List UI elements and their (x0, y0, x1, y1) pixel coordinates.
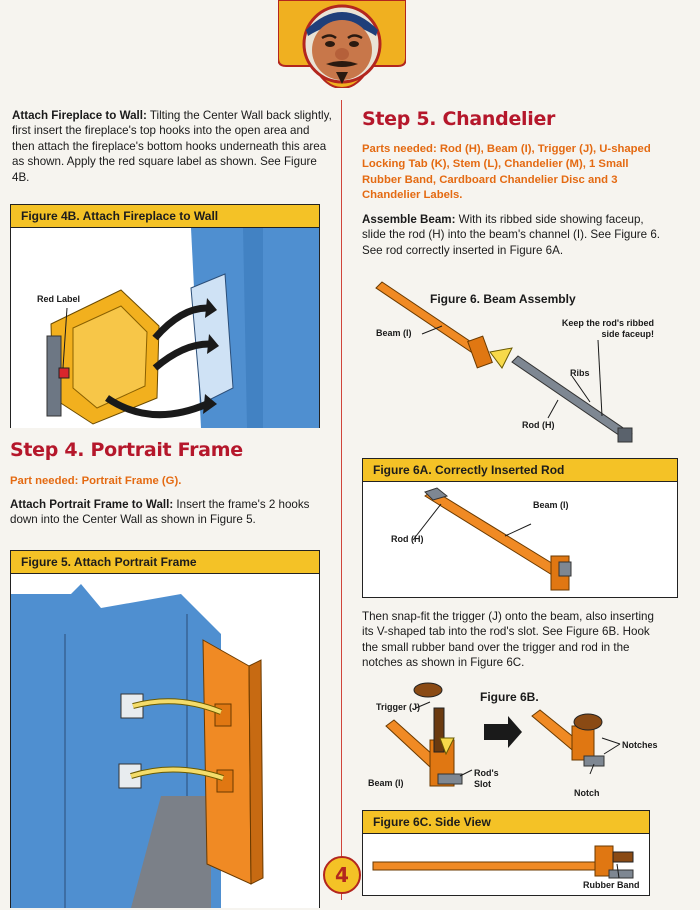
figure-6-title: Figure 6. Beam Assembly (430, 292, 576, 306)
fireplace-lead: Attach Fireplace to Wall: (12, 109, 147, 122)
figure-4b-title: Figure 4B. Attach Fireplace to Wall (11, 205, 319, 228)
figure-6-note: Keep the rod's ribbed side faceup! (561, 318, 654, 339)
figure-6a-rod-label: Rod (H) (391, 534, 424, 544)
figure-5-title: Figure 5. Attach Portrait Frame (11, 551, 319, 574)
figure-6 (362, 278, 672, 450)
column-divider (341, 100, 342, 900)
figure-4b-red-label-caption: Red Label (37, 294, 81, 304)
figure-6b-trigger-label: Trigger (J) (376, 702, 421, 712)
portrait-lead: Attach Portrait Frame to Wall: (10, 498, 174, 511)
page-number: 4 (335, 863, 349, 887)
portrait-body: Insert the frame's 2 hooks down into the Center Wall as shown in Figure 5. (10, 498, 310, 527)
figure-6c (362, 810, 650, 896)
figure-6c-band-label: Rubber Band (583, 880, 640, 890)
figure-6a-beam-label: Beam (I) (533, 500, 569, 510)
portrait-paragraph (10, 497, 328, 528)
figure-6b-notches-label: Notches (622, 740, 658, 750)
figure-6-ribs-label: Ribs (570, 368, 590, 378)
figure-4b (10, 204, 320, 428)
figure-6-beam-label: Beam (I) (376, 328, 412, 338)
figure-6a-title: Figure 6A. Correctly Inserted Rod (363, 459, 677, 482)
beam-body: With its ribbed side showing faceup, slide the rod (H) into the beam's channel (I). See Figure 6. See rod correctly inserted in Figure 6A. (362, 213, 661, 257)
figure-6b-title: Figure 6B. (480, 690, 539, 704)
trigger-paragraph: Then snap-fit the trigger (J) onto the beam, also inserting its V-shaped tab into the rod's slot. See Figure 6B. Hook the small rubber band over the trigger and rod in the notches as shown in Figure 6C. (362, 610, 654, 670)
figure-6b-beam-label: Beam (I) (368, 778, 404, 788)
figure-6a (362, 458, 678, 598)
beam-lead: Assemble Beam: (362, 213, 456, 226)
step5-parts: Parts needed: Rod (H), Beam (I), Trigger (J), U-shaped Locking Tab (K), Stem (L), Chandelier (M), 1 Small Rubber Band, Cardboard Chandelier Disc and 3 Chandelier Labels. (362, 143, 651, 202)
figure-6-rod-label: Rod (H) (522, 420, 555, 430)
figure-5 (10, 550, 320, 908)
figure-6b-slot-label: Rod's Slot (474, 768, 499, 789)
beam-paragraph (362, 212, 662, 258)
fireplace-body: Tilting the Center Wall back slightly, first insert the fireplace's top hooks into the open area and then attach the fireplace's bottom hooks underneath this area as shown. Apply the red square label as shown. See Figure 4B. (12, 109, 332, 184)
figure-6a-illustration (363, 482, 677, 598)
figure-6c-illustration (363, 834, 649, 896)
step4-parts: Part needed: Portrait Frame (G). (10, 475, 182, 487)
figure-6b-notch-label: Notch (574, 788, 600, 798)
figure-6b (362, 678, 678, 802)
figure-4b-illustration (11, 228, 319, 428)
step4-title: Step 4. Portrait Frame (10, 439, 243, 461)
page-number-badge (323, 856, 361, 894)
figure-6c-title: Figure 6C. Side View (363, 811, 649, 834)
fireplace-paragraph (12, 108, 332, 185)
step5-title: Step 5. Chandelier (362, 108, 556, 130)
mascot-badge (278, 0, 406, 88)
figure-5-illustration (11, 574, 319, 908)
